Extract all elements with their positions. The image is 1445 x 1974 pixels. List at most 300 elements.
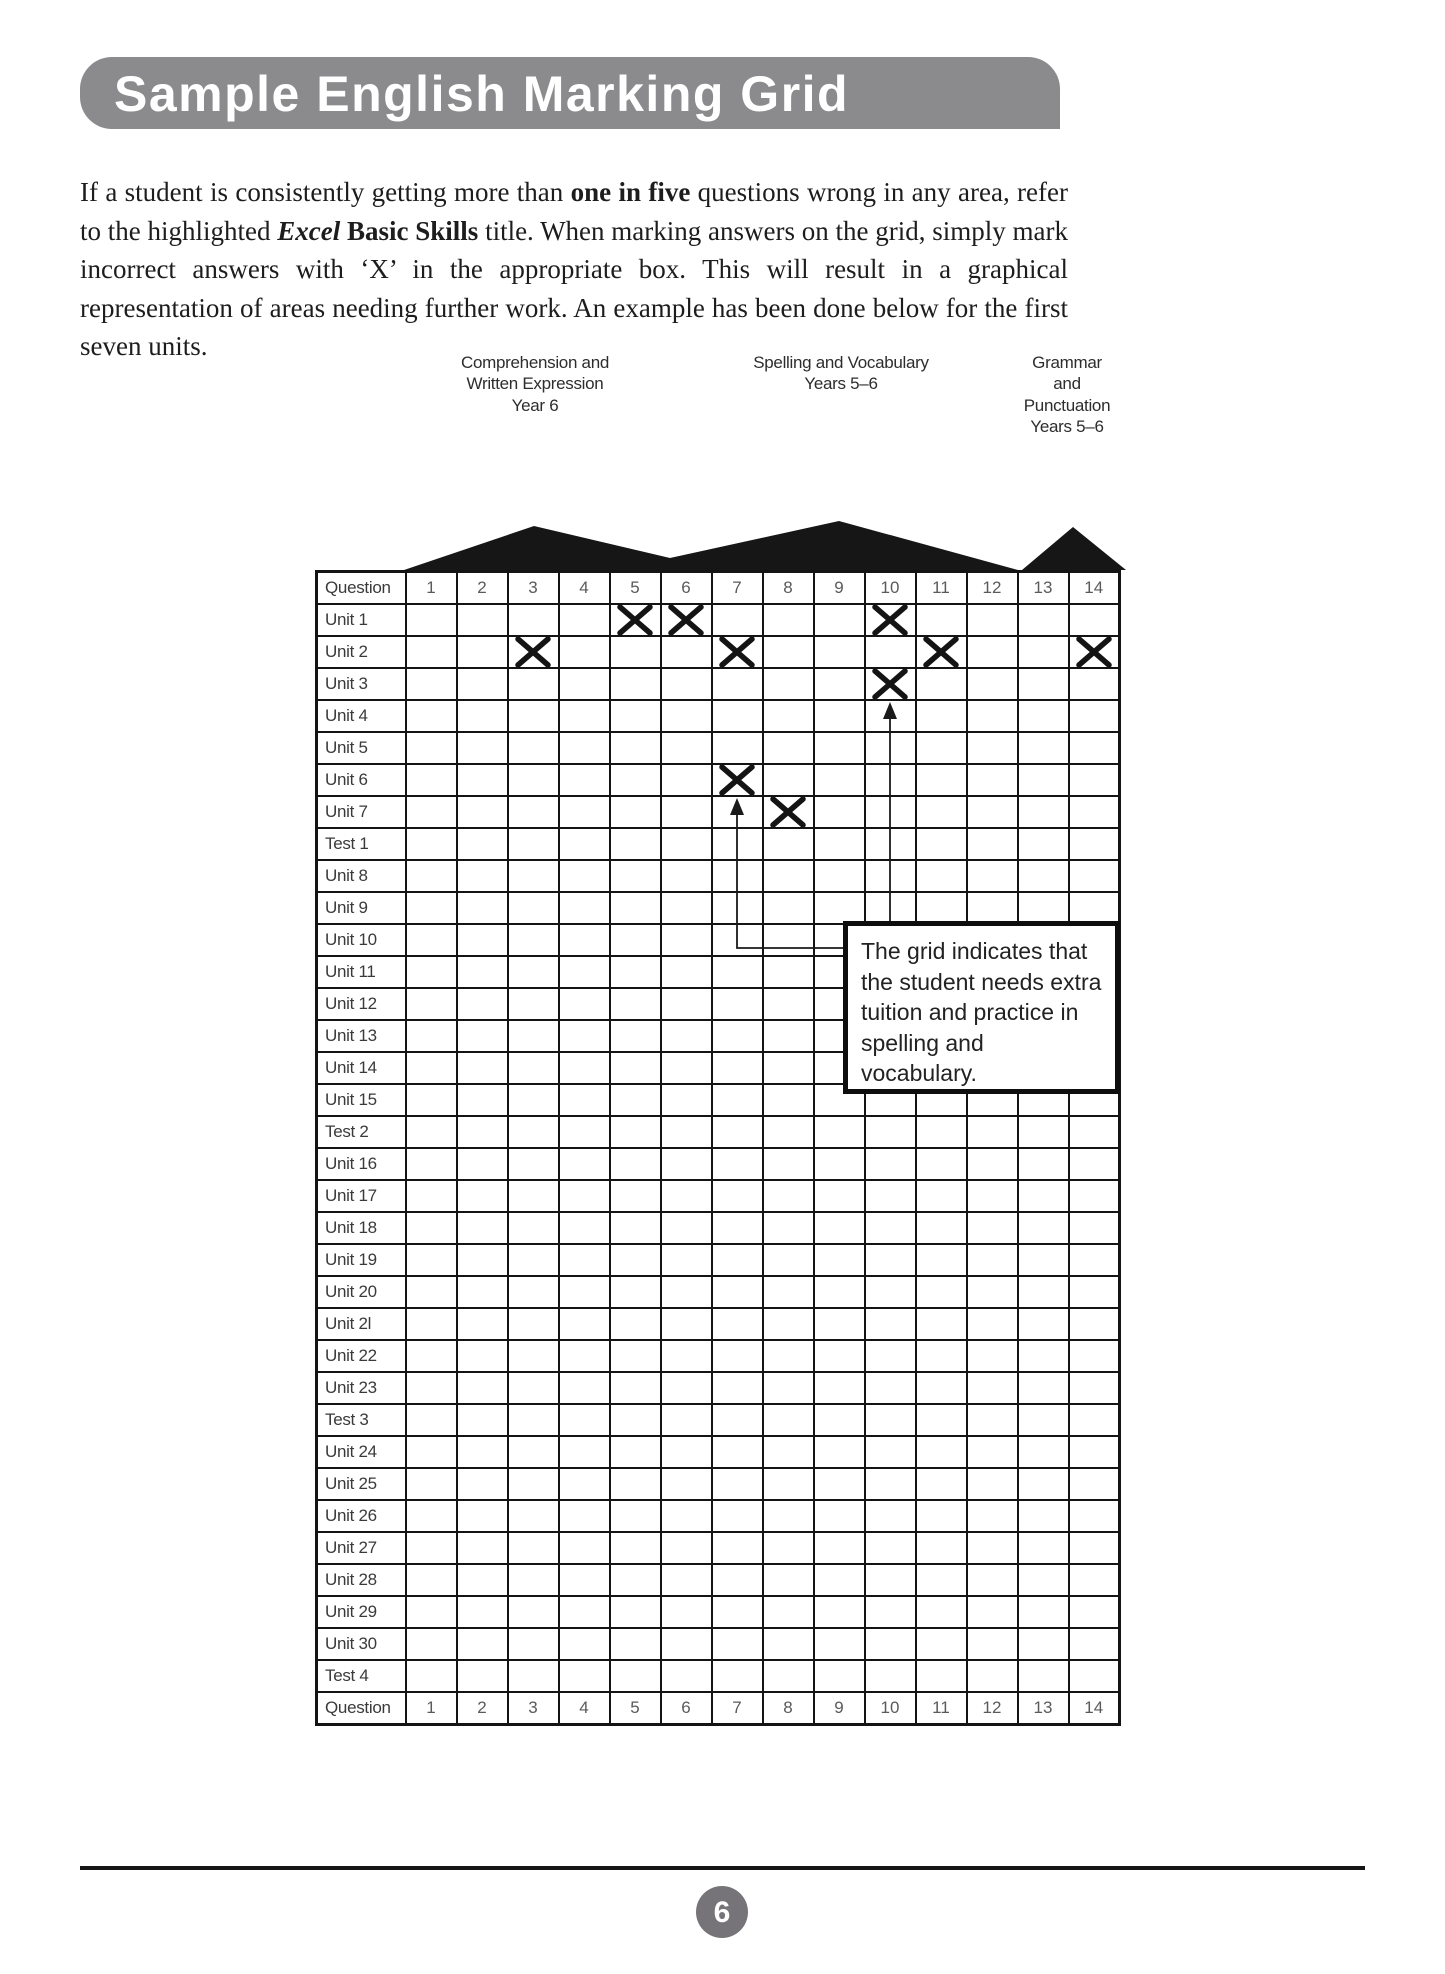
grid-cell [763, 1340, 814, 1372]
question-number-cell: 1 [406, 1692, 457, 1725]
grid-cell [916, 796, 967, 828]
row-label: Unit 1 [317, 604, 406, 636]
grid-cell [865, 1372, 916, 1404]
grid-cell [763, 1660, 814, 1692]
grid-cell [406, 732, 457, 764]
grid-cell [610, 1212, 661, 1244]
grid-cell [814, 1180, 865, 1212]
grid-cell [763, 1084, 814, 1116]
grid-cell [865, 668, 916, 700]
grid-cell [406, 1660, 457, 1692]
grid-cell [1069, 1628, 1120, 1660]
grid-cell [712, 1052, 763, 1084]
grid-cell [661, 1052, 712, 1084]
grid-cell [1069, 860, 1120, 892]
grid-cell [1069, 636, 1120, 668]
question-row-label: Question [317, 1692, 406, 1725]
question-number-cell: 11 [916, 572, 967, 605]
grid-cell [967, 1212, 1018, 1244]
grid-cell [865, 700, 916, 732]
grid-cell [712, 1596, 763, 1628]
marking-grid-table [315, 570, 1121, 1726]
question-number-cell: 7 [712, 572, 763, 605]
grid-cell [457, 1244, 508, 1276]
grid-cell [712, 956, 763, 988]
grid-cell [661, 1116, 712, 1148]
grid-cell [610, 1596, 661, 1628]
grid-cell [967, 860, 1018, 892]
grid-cell [712, 1532, 763, 1564]
question-number-cell: 13 [1018, 572, 1069, 605]
grid-cell [559, 1340, 610, 1372]
grid-cell [763, 796, 814, 828]
grid-cell [865, 828, 916, 860]
grid-cell [406, 1244, 457, 1276]
grid-cell [610, 1276, 661, 1308]
grid-cell [967, 1532, 1018, 1564]
x-mark [715, 764, 759, 796]
grid-cell [763, 764, 814, 796]
grid-cell [559, 796, 610, 828]
grid-cell [610, 1180, 661, 1212]
table-row [317, 1372, 1120, 1404]
grid-cell [865, 1436, 916, 1468]
question-number-cell: 14 [1069, 1692, 1120, 1725]
grid-cell [712, 700, 763, 732]
grid-cell [508, 828, 559, 860]
marking-grid-area [315, 340, 1133, 1770]
grid-cell [406, 1404, 457, 1436]
grid-cell [967, 732, 1018, 764]
grid-cell [1069, 1116, 1120, 1148]
grid-cell [712, 1340, 763, 1372]
grid-cell [559, 636, 610, 668]
grid-cell [1069, 1500, 1120, 1532]
grid-cell [712, 1372, 763, 1404]
grid-cell [406, 860, 457, 892]
grid-cell [1069, 1372, 1120, 1404]
x-mark [919, 636, 963, 668]
grid-cell [712, 1500, 763, 1532]
grid-cell [967, 828, 1018, 860]
grid-cell [712, 1436, 763, 1468]
grid-cell [457, 1564, 508, 1596]
grid-cell [712, 1212, 763, 1244]
question-number-cell: 6 [661, 572, 712, 605]
grid-cell [406, 1148, 457, 1180]
grid-cell [661, 732, 712, 764]
grid-cell [763, 700, 814, 732]
grid-cell [916, 1436, 967, 1468]
grid-cell [406, 1116, 457, 1148]
grid-cell [661, 604, 712, 636]
grid-cell [559, 700, 610, 732]
table-row [317, 796, 1120, 828]
grid-cell [661, 1308, 712, 1340]
grid-cell [508, 892, 559, 924]
grid-cell [865, 1500, 916, 1532]
grid-cell [559, 924, 610, 956]
grid-cell [406, 1276, 457, 1308]
grid-cell [1069, 1148, 1120, 1180]
grid-cell [610, 1052, 661, 1084]
grid-cell [865, 1468, 916, 1500]
grid-cell [457, 1084, 508, 1116]
grid-cell [967, 892, 1018, 924]
grid-cell [763, 604, 814, 636]
table-row [317, 1500, 1120, 1532]
grid-cell [661, 764, 712, 796]
group-label-grammar [997, 352, 1137, 438]
grid-cell [916, 1500, 967, 1532]
grid-cell [814, 1500, 865, 1532]
grid-cell [1018, 1532, 1069, 1564]
intro-segment: one in five [570, 177, 691, 207]
grid-cell [406, 1500, 457, 1532]
grid-cell [967, 1308, 1018, 1340]
grid-cell [916, 1244, 967, 1276]
grid-cell [763, 1308, 814, 1340]
row-label: Unit 24 [317, 1436, 406, 1468]
grid-cell [457, 1372, 508, 1404]
callout-box [843, 921, 1120, 1094]
grid-cell [661, 924, 712, 956]
grid-cell [610, 764, 661, 796]
grid-cell [814, 1148, 865, 1180]
grid-cell [610, 1468, 661, 1500]
x-mark [715, 636, 759, 668]
table-row [317, 700, 1120, 732]
x-mark [664, 604, 708, 636]
grid-cell [661, 1340, 712, 1372]
grid-cell [406, 924, 457, 956]
grid-cell [406, 1628, 457, 1660]
row-label: Unit 29 [317, 1596, 406, 1628]
grid-cell [661, 956, 712, 988]
grid-cell [559, 828, 610, 860]
grid-cell [865, 1148, 916, 1180]
grid-cell [1069, 1340, 1120, 1372]
grid-cell [508, 1372, 559, 1404]
grid-cell [508, 1500, 559, 1532]
question-number-cell: 3 [508, 1692, 559, 1725]
grid-cell [1069, 1212, 1120, 1244]
grid-cell [559, 1116, 610, 1148]
grid-cell [661, 700, 712, 732]
grid-cell [1069, 1404, 1120, 1436]
grid-cell [1069, 1180, 1120, 1212]
intro-segment: Basic Skills [347, 215, 479, 246]
grid-cell [916, 860, 967, 892]
row-label: Test 2 [317, 1116, 406, 1148]
grid-cell [610, 1148, 661, 1180]
grid-cell [406, 668, 457, 700]
grid-cell [1018, 892, 1069, 924]
grid-cell [610, 732, 661, 764]
grid-cell [610, 956, 661, 988]
grid-cell [1069, 604, 1120, 636]
grid-cell [661, 668, 712, 700]
grid-cell [967, 1468, 1018, 1500]
grid-cell [661, 1532, 712, 1564]
grid-cell [559, 668, 610, 700]
grid-cell [1018, 1500, 1069, 1532]
grid-cell [508, 1116, 559, 1148]
grid-cell [967, 1596, 1018, 1628]
grid-cell [559, 860, 610, 892]
intro-segment: If a student is consistently getting more than [80, 177, 571, 207]
grid-cell [865, 1244, 916, 1276]
grid-cell [406, 1564, 457, 1596]
grid-cell [763, 828, 814, 860]
grid-cell [610, 1532, 661, 1564]
grid-cell [661, 1212, 712, 1244]
grid-cell [661, 1468, 712, 1500]
grid-cell [610, 1340, 661, 1372]
grid-cell [967, 604, 1018, 636]
grid-cell [916, 604, 967, 636]
grid-cell [457, 860, 508, 892]
grid-cell [508, 1244, 559, 1276]
grid-cell [814, 764, 865, 796]
table-row [317, 1532, 1120, 1564]
grid-cell [814, 1628, 865, 1660]
grid-cell [1069, 1436, 1120, 1468]
grid-cell [457, 764, 508, 796]
question-number-cell: 9 [814, 1692, 865, 1725]
grid-cell [814, 1532, 865, 1564]
grid-cell [508, 1404, 559, 1436]
grid-cell [610, 668, 661, 700]
grid-cell [508, 1564, 559, 1596]
grid-cell [610, 1244, 661, 1276]
grid-cell [610, 604, 661, 636]
x-mark [511, 636, 555, 668]
question-number-cell: 10 [865, 1692, 916, 1725]
grid-cell [967, 1628, 1018, 1660]
grid-cell [763, 924, 814, 956]
grid-cell [457, 1052, 508, 1084]
question-number-cell: 2 [457, 572, 508, 605]
grid-cell [559, 1308, 610, 1340]
grid-cell [916, 1308, 967, 1340]
grid-cell [865, 1180, 916, 1212]
grid-cell [406, 1436, 457, 1468]
grid-cell [661, 1564, 712, 1596]
grid-cell [508, 1660, 559, 1692]
group-label-line: Spelling and Vocabulary [753, 353, 929, 372]
grid-cell [559, 1468, 610, 1500]
grid-cell [559, 1500, 610, 1532]
grid-cell [457, 828, 508, 860]
row-label: Unit 8 [317, 860, 406, 892]
question-number-cell: 8 [763, 1692, 814, 1725]
row-label: Unit 3 [317, 668, 406, 700]
grid-cell [457, 604, 508, 636]
grid-cell [1018, 636, 1069, 668]
grid-cell [916, 668, 967, 700]
group-label-line: Years 5–6 [804, 374, 878, 394]
grid-cell [457, 1148, 508, 1180]
grid-cell [814, 636, 865, 668]
row-label: Unit 25 [317, 1468, 406, 1500]
grid-cell [508, 764, 559, 796]
grid-cell [763, 636, 814, 668]
grid-cell [661, 1596, 712, 1628]
grid-cell [661, 1404, 712, 1436]
question-number-row [317, 1692, 1120, 1725]
grid-cell [712, 1628, 763, 1660]
group-label-spelling [711, 352, 971, 395]
grid-cell [712, 1148, 763, 1180]
grid-cell [967, 1436, 1018, 1468]
grid-cell [865, 892, 916, 924]
table-row [317, 1340, 1120, 1372]
row-label: Unit 19 [317, 1244, 406, 1276]
grid-cell [763, 668, 814, 700]
page-title: Sample English Marking Grid [114, 66, 850, 122]
grid-cell [712, 732, 763, 764]
table-row [317, 1436, 1120, 1468]
footer-rule [80, 1866, 1365, 1870]
grid-cell [610, 700, 661, 732]
grid-cell [457, 1596, 508, 1628]
grid-cell [559, 1276, 610, 1308]
grid-cell [1069, 1564, 1120, 1596]
table-row [317, 1468, 1120, 1500]
grid-cell [1018, 1308, 1069, 1340]
group-label-comprehension [425, 352, 645, 416]
grid-cell [610, 988, 661, 1020]
grid-cell [457, 796, 508, 828]
grid-cell [610, 1372, 661, 1404]
grid-cell [763, 1052, 814, 1084]
grid-cell [457, 700, 508, 732]
question-row-label: Question [317, 572, 406, 605]
table-row [317, 1628, 1120, 1660]
grid-cell [1069, 1468, 1120, 1500]
question-number-cell: 9 [814, 572, 865, 605]
grid-cell [559, 988, 610, 1020]
grid-cell [814, 1276, 865, 1308]
grid-cell [712, 1180, 763, 1212]
question-number-cell: 10 [865, 572, 916, 605]
grid-cell [814, 796, 865, 828]
intro-segment: Excel [277, 215, 341, 246]
grid-cell [865, 1532, 916, 1564]
grid-cell [763, 1628, 814, 1660]
row-label: Unit 11 [317, 956, 406, 988]
grid-cell [916, 700, 967, 732]
grid-cell [610, 1404, 661, 1436]
table-row [317, 860, 1120, 892]
grid-cell [763, 988, 814, 1020]
grid-cell [1018, 1212, 1069, 1244]
grid-cell [457, 1276, 508, 1308]
grid-cell [865, 1308, 916, 1340]
grid-cell [661, 1084, 712, 1116]
grid-cell [967, 1116, 1018, 1148]
grid-cell [661, 1148, 712, 1180]
grid-cell [457, 1020, 508, 1052]
grid-cell [865, 764, 916, 796]
grid-cell [916, 1660, 967, 1692]
grid-cell [814, 1340, 865, 1372]
grid-cell [763, 892, 814, 924]
grid-cell [508, 956, 559, 988]
grid-cell [559, 1596, 610, 1628]
grid-cell [559, 1084, 610, 1116]
grid-cell [916, 1340, 967, 1372]
group-label-line: Years 5–6 [1030, 417, 1104, 437]
grid-cell [712, 1116, 763, 1148]
grid-cell [559, 1404, 610, 1436]
x-mark [868, 604, 912, 636]
grid-cell [559, 1180, 610, 1212]
grid-cell [1069, 700, 1120, 732]
grid-cell [661, 1180, 712, 1212]
grid-cell [814, 1596, 865, 1628]
grid-cell [508, 1628, 559, 1660]
grid-cell [712, 604, 763, 636]
grid-cell [457, 1212, 508, 1244]
grid-cell [712, 1020, 763, 1052]
grid-cell [559, 1020, 610, 1052]
grid-cell [1069, 668, 1120, 700]
row-label: Unit 14 [317, 1052, 406, 1084]
grid-cell [712, 636, 763, 668]
grid-cell [814, 860, 865, 892]
question-number-cell: 6 [661, 1692, 712, 1725]
grid-cell [712, 796, 763, 828]
grid-cell [508, 1276, 559, 1308]
intro-segment [340, 216, 347, 246]
grid-cell [559, 764, 610, 796]
grid-cell [508, 668, 559, 700]
row-label: Test 4 [317, 1660, 406, 1692]
grid-cell [610, 860, 661, 892]
grid-cell [1069, 796, 1120, 828]
row-label: Unit 4 [317, 700, 406, 732]
grid-cell [865, 1660, 916, 1692]
grid-cell [457, 1308, 508, 1340]
grid-cell [406, 1596, 457, 1628]
grid-cell [457, 1532, 508, 1564]
grid-cell [712, 988, 763, 1020]
grid-cell [1018, 1436, 1069, 1468]
page-number-badge: 6 [696, 1886, 748, 1938]
grid-cell [559, 956, 610, 988]
grid-cell [610, 1116, 661, 1148]
grid-cell [712, 1468, 763, 1500]
row-label: Unit 15 [317, 1084, 406, 1116]
grid-cell [1018, 828, 1069, 860]
grid-cell [916, 1628, 967, 1660]
grid-cell [865, 636, 916, 668]
grid-cell [406, 1180, 457, 1212]
row-label: Unit 28 [317, 1564, 406, 1596]
grid-cell [406, 1468, 457, 1500]
grid-cell [661, 1276, 712, 1308]
grid-cell [814, 732, 865, 764]
table-row [317, 828, 1120, 860]
grid-cell [967, 1404, 1018, 1436]
grid-cell [508, 860, 559, 892]
row-label: Unit 2l [317, 1308, 406, 1340]
grid-cell [661, 1436, 712, 1468]
grid-cell [916, 1116, 967, 1148]
grid-cell [1018, 1276, 1069, 1308]
